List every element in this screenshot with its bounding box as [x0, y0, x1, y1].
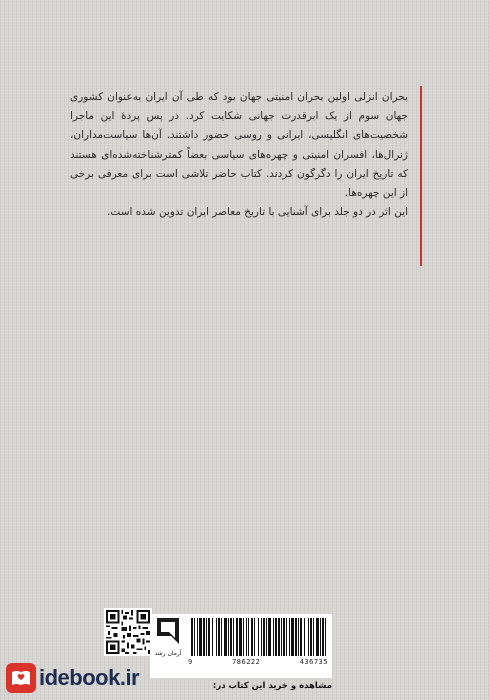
- barcode-bar: [291, 618, 294, 656]
- blurb-text: [70, 88, 408, 222]
- barcode-bar: [261, 618, 262, 656]
- isbn-barcode: [190, 618, 328, 656]
- isbn-number: [188, 658, 328, 668]
- barcode-bar: [275, 618, 277, 656]
- site-watermark[interactable]: [0, 656, 150, 700]
- barcode-bar: [295, 618, 297, 656]
- barcode-bar: [320, 618, 321, 656]
- barcode-bar: [298, 618, 299, 656]
- barcode-bar: [216, 618, 217, 656]
- blurb-section: [70, 86, 422, 266]
- barcode-bar: [289, 618, 290, 656]
- barcode-bar: [251, 618, 253, 656]
- barcode-bar: [310, 618, 312, 656]
- barcode-bar: [325, 618, 326, 656]
- publisher-logo: [150, 614, 186, 666]
- barcode-bar: [239, 618, 242, 656]
- barcode-bar: [191, 618, 193, 656]
- barcode-bar: [286, 618, 287, 656]
- barcode-bar: [233, 618, 234, 656]
- barcode-bar: [263, 618, 265, 656]
- barcode-bar: [268, 618, 271, 656]
- blurb-paragraph-1: بحران انزلی اولین بحران امنیتی جهان بود که طی آن ایران به‌عنوان کشوری جهان سوم از یک ابرقدرت جهانی شکایت کرد. در پس پردهٔ این ماجرا شخصیت‌های انگلیسی، ایرانی و روسی حضور داشتند. آن‌ها سیاست‌مداران، ژنرال‌ها، افسران امنیتی و چهره‌های سیاسی بعضاً کمترشناخته‌شده‌ای هستند که تاریخ ایران را دگرگون کردند. کتاب حاضر تلاشی است برای معرفی برخی از این چهره‌ها.: [70, 91, 408, 200]
- barcode-bar: [197, 618, 198, 656]
- site-name: idebook.ir: [39, 665, 140, 690]
- barcode-bar: [300, 618, 302, 656]
- barcode-bar: [278, 618, 280, 656]
- barcode-bar: [230, 618, 232, 656]
- isbn-prefix: 9: [188, 658, 193, 666]
- barcode-bar: [203, 618, 205, 656]
- barcode-bar: [308, 618, 309, 656]
- barcode-bar: [228, 618, 229, 656]
- barcode-bar: [283, 618, 285, 656]
- barcode-bar: [258, 618, 259, 656]
- book-heart-icon: [6, 663, 36, 693]
- barcode-bar: [313, 618, 314, 656]
- barcode-bar: [208, 618, 210, 656]
- isbn-group-1: 786222: [232, 658, 261, 666]
- barcode-bar: [248, 618, 249, 656]
- barcode-bar: [322, 618, 324, 656]
- qr-code[interactable]: [104, 608, 152, 656]
- red-vertical-rule: [420, 86, 422, 266]
- barcode-bar: [206, 618, 207, 656]
- barcode-bar: [246, 618, 247, 656]
- barcode-bar: [254, 618, 255, 656]
- barcode-bar: [199, 618, 202, 656]
- barcode-bar: [218, 618, 220, 656]
- barcode-bar: [236, 618, 238, 656]
- isbn-group-2: 436735: [299, 658, 328, 666]
- barcode-bar: [224, 618, 227, 656]
- promo-text: مشاهده و خرید این کتاب در:: [212, 681, 332, 691]
- barcode-bar: [273, 618, 274, 656]
- barcode-bar: [316, 618, 319, 656]
- publisher-mark-icon: [153, 616, 183, 648]
- barcode-bar: [243, 618, 244, 656]
- barcode-bar: [212, 618, 213, 656]
- barcode-bar: [304, 618, 305, 656]
- blurb-paragraph-2: این اثر در دو جلد برای آشنایی با تاریخ معاصر ایران تدوین شده است.: [107, 206, 408, 219]
- barcode-bar: [281, 618, 282, 656]
- barcode-bar: [194, 618, 195, 656]
- publisher-name: آرمان رشد: [154, 650, 182, 657]
- barcode-block: [150, 614, 332, 678]
- barcode-bar: [266, 618, 267, 656]
- barcode-bar: [221, 618, 222, 656]
